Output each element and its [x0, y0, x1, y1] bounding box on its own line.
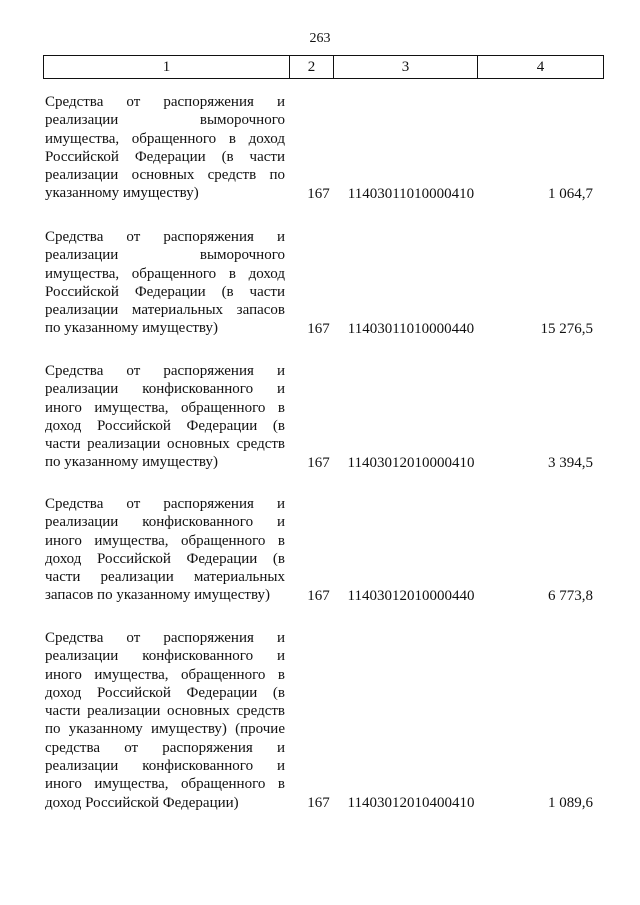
description-line: Российской Федерации (в части [45, 148, 285, 165]
amount-value: 1 064,7 [548, 185, 593, 202]
amount-value: 15 276,5 [540, 320, 593, 337]
admin-code: 167 [307, 185, 330, 202]
description-line: Средства от распоряжения и [45, 363, 285, 379]
budget-classification-code: 11403012010400410 [347, 794, 475, 811]
row-description [45, 495, 285, 605]
description-line: по указанному имуществу) (прочие [45, 721, 285, 738]
description-line: запасов по указанному имуществу) [45, 587, 271, 604]
description-line: доход Российской Федерации (в [45, 417, 285, 434]
description-line: Средства от распоряжения и [45, 229, 285, 245]
row-description [45, 629, 285, 812]
column-header-2: 2 [290, 56, 334, 79]
column-header-3: 3 [334, 56, 478, 79]
description-line: реализации конфискованного и [45, 648, 285, 665]
row-description [45, 362, 285, 472]
description-line: по указанному имуществу) [45, 320, 218, 337]
description-line: Средства от распоряжения и [45, 496, 285, 512]
description-line: иного имущества, обращенного в [45, 776, 285, 793]
amount-value: 6 773,8 [548, 587, 593, 604]
amount-value: 1 089,6 [548, 794, 593, 811]
description-line: имущества, обращенного в доход [45, 130, 285, 147]
column-header-4: 4 [478, 56, 604, 79]
admin-code: 167 [307, 794, 330, 811]
column-header-table [43, 55, 604, 79]
column-header-1: 1 [44, 56, 290, 79]
description-line: реализации выморочного [45, 112, 285, 129]
description-line: иного имущества, обращенного в [45, 666, 285, 683]
budget-classification-code: 11403012010000440 [347, 587, 475, 604]
description-line: Средства от распоряжения и [45, 94, 285, 110]
description-line: иного имущества, обращенного в [45, 399, 285, 416]
description-line: иного имущества, обращенного в [45, 532, 285, 549]
description-line: реализации конфискованного и [45, 514, 285, 531]
budget-classification-code: 11403011010000440 [347, 320, 475, 337]
description-line: реализации материальных запасов [45, 302, 285, 319]
column-header-row [44, 56, 604, 79]
description-line: доход Российской Федерации (в [45, 684, 285, 701]
description-line: части реализации основных средств [45, 436, 285, 453]
row-description [45, 93, 285, 203]
description-line: реализации конфискованного и [45, 758, 285, 775]
budget-classification-code: 11403012010000410 [347, 454, 475, 471]
amount-value: 3 394,5 [548, 454, 593, 471]
description-line: по указанному имуществу) [45, 454, 218, 471]
description-line: указанному имуществу) [45, 185, 199, 202]
page-number: 263 [309, 31, 331, 46]
admin-code: 167 [307, 454, 330, 471]
description-line: Средства от распоряжения и [45, 630, 285, 646]
description-line: реализации выморочного [45, 247, 285, 264]
admin-code: 167 [307, 320, 330, 337]
description-line: имущества, обращенного в доход [45, 265, 285, 282]
description-line: части реализации основных средств [45, 703, 285, 720]
description-line: Российской Федерации (в части [45, 283, 285, 300]
description-line: реализации конфискованного и [45, 381, 285, 398]
row-description [45, 228, 285, 338]
budget-classification-code: 11403011010000410 [347, 185, 475, 202]
description-line: средства от распоряжения и [45, 739, 285, 756]
description-line: части реализации материальных [45, 569, 285, 586]
description-line: доход Российской Федерации) [45, 794, 239, 811]
admin-code: 167 [307, 587, 330, 604]
description-line: реализации основных средств по [45, 167, 285, 184]
description-line: доход Российской Федерации (в [45, 550, 285, 567]
